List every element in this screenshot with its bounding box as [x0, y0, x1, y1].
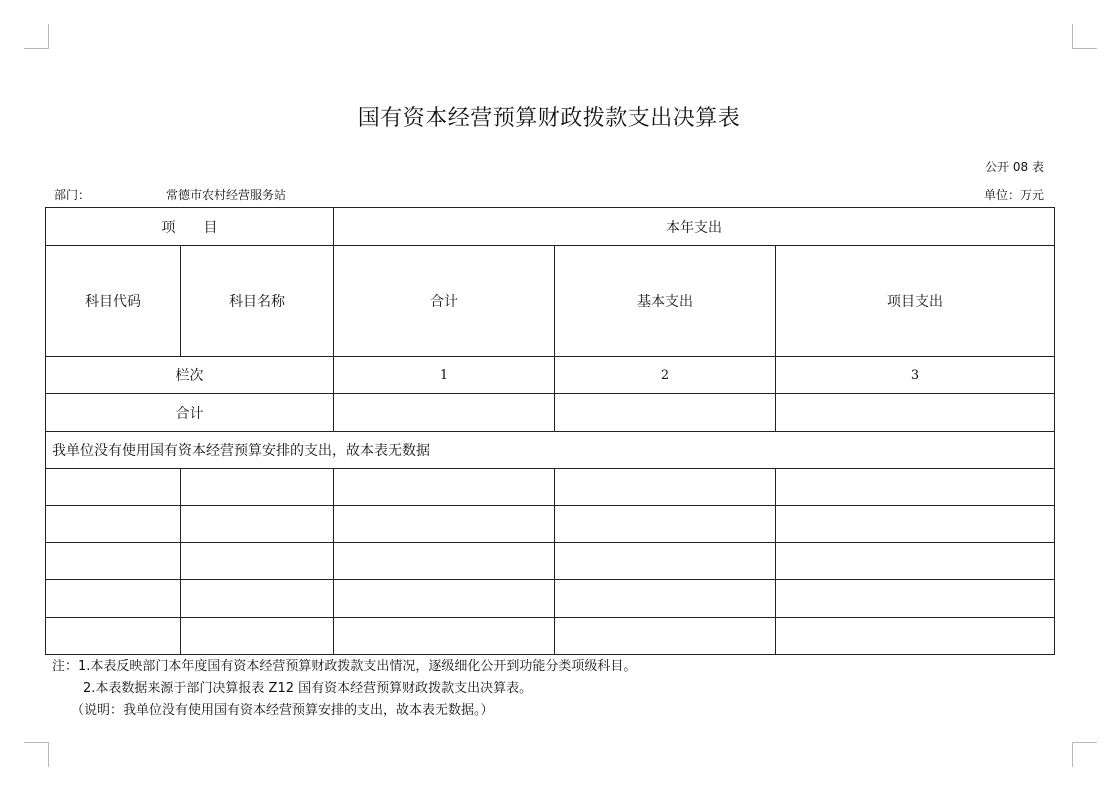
- department-name: 常德市农村经营服务站: [166, 188, 287, 202]
- page-title: 国有资本经营预算财政拨款支出决算表: [357, 106, 741, 131]
- col-header-project: 项目支出: [776, 246, 1055, 357]
- table-row: [46, 469, 1055, 506]
- no-data-row: [46, 432, 1055, 469]
- total-project-cell: [776, 394, 1055, 432]
- empty-cell: [334, 618, 555, 655]
- col-header-basic: 基本支出: [555, 246, 776, 357]
- table-header-row: [46, 208, 1055, 246]
- footnote-explanation: （说明：我单位没有使用国有资本经营预算安排的支出，故本表无数据。）: [71, 703, 494, 718]
- expenditure-table: [45, 207, 1055, 655]
- table-subheader-row: [46, 246, 1055, 357]
- column-index-2: 2: [555, 357, 776, 394]
- col-header-code: 科目代码: [46, 246, 181, 357]
- total-row: [46, 394, 1055, 432]
- table-row: [46, 580, 1055, 618]
- column-index-row: [46, 357, 1055, 394]
- total-label: 合计: [46, 394, 334, 432]
- empty-cell: [555, 469, 776, 506]
- header-spend-cell: 本年支出: [334, 208, 1055, 246]
- page-corner-mark-top-right: [1072, 24, 1097, 49]
- empty-cell: [555, 506, 776, 543]
- col-header-name: 科目名称: [181, 246, 334, 357]
- empty-cell: [776, 580, 1055, 618]
- no-data-message: 我单位没有使用国有资本经营预算安排的支出，故本表无数据: [46, 432, 1055, 469]
- header-item-cell: 项 目: [46, 208, 334, 246]
- empty-cell: [334, 580, 555, 618]
- empty-cell: [46, 580, 181, 618]
- department-label: 部门：: [54, 188, 91, 202]
- empty-cell: [555, 543, 776, 580]
- column-index-label: 栏次: [46, 357, 334, 394]
- empty-cell: [334, 506, 555, 543]
- empty-cell: [181, 469, 334, 506]
- empty-cell: [181, 618, 334, 655]
- empty-cell: [776, 506, 1055, 543]
- empty-cell: [181, 543, 334, 580]
- empty-cell: [46, 506, 181, 543]
- page-corner-mark-top-left: [24, 24, 49, 49]
- footnote-2: 2.本表数据来源于部门决算报表 Z12 国有资本经营预算财政拨款支出决算表。: [83, 681, 533, 696]
- table-row: [46, 506, 1055, 543]
- empty-cell: [334, 469, 555, 506]
- empty-cell: [334, 543, 555, 580]
- empty-cell: [46, 543, 181, 580]
- col-header-total: 合计: [334, 246, 555, 357]
- empty-cell: [555, 618, 776, 655]
- empty-cell: [776, 543, 1055, 580]
- total-basic-cell: [555, 394, 776, 432]
- empty-cell: [776, 618, 1055, 655]
- form-number: 公开 08 表: [985, 160, 1044, 174]
- footnote-1: 注：1.本表反映部门本年度国有资本经营预算财政拨款支出情况，逐级细化公开到功能分类项级科目。: [52, 659, 637, 674]
- empty-cell: [181, 580, 334, 618]
- total-value-cell: [334, 394, 555, 432]
- empty-cell: [46, 618, 181, 655]
- empty-cell: [46, 469, 181, 506]
- table-row: [46, 543, 1055, 580]
- empty-cell: [776, 469, 1055, 506]
- column-index-1: 1: [334, 357, 555, 394]
- column-index-3: 3: [776, 357, 1055, 394]
- table-row: [46, 618, 1055, 655]
- footnotes: [52, 656, 636, 722]
- page-corner-mark-bottom-left: [24, 742, 49, 767]
- empty-cell: [181, 506, 334, 543]
- page-corner-mark-bottom-right: [1072, 742, 1097, 767]
- empty-cell: [555, 580, 776, 618]
- unit-label: 单位：万元: [983, 188, 1044, 202]
